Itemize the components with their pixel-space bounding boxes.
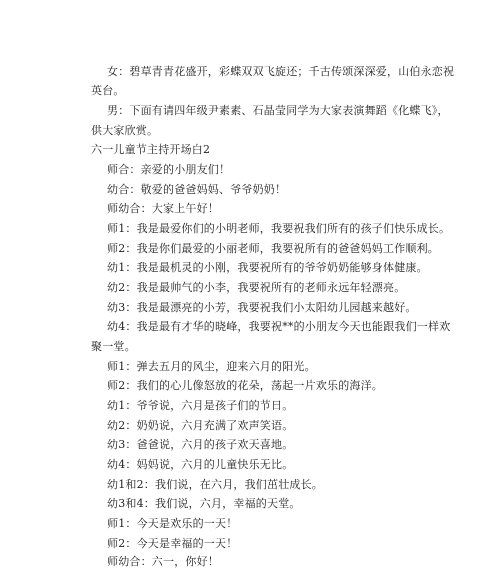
section-heading: 六一儿童节主持开场白2 xyxy=(91,143,211,156)
paragraph-line: 幼3：我是最漂亮的小芳，我要祝我们小太阳幼儿园越来越好。 xyxy=(107,301,417,314)
paragraph-line: 师1：今天是欢乐的一天！ xyxy=(107,517,238,530)
paragraph-line: 师幼合：大家上午好！ xyxy=(107,202,219,215)
paragraph-line: 幼3：爸爸说，六月的孩子欢天喜地。 xyxy=(107,438,294,451)
paragraph-line: 师1：弹去五月的风尘，迎来六月的阳光。 xyxy=(107,360,316,373)
paragraph-line: 师合：亲爱的小朋友们！ xyxy=(107,163,231,176)
paragraph-line: 英台。 xyxy=(91,84,125,97)
paragraph-line: 幼合：敬爱的爸爸妈妈、爷爷奶奶！ xyxy=(107,183,287,196)
paragraph-line: 供大家欣赏。 xyxy=(91,124,159,137)
paragraph-line: 幼2：奶奶说，六月充满了欢声笑语。 xyxy=(107,419,294,432)
paragraph-line: 师2：今天是幸福的一天！ xyxy=(107,537,238,550)
paragraph-line: 师幼合：六一，你好！ xyxy=(107,555,219,568)
paragraph-line: 幼3和4：我们说，六月，幸福的天堂。 xyxy=(107,497,301,510)
paragraph-line: 师2：我们的心儿像怒放的花朵，荡起一片欢乐的海洋。 xyxy=(107,379,383,392)
paragraph-line: 幼4：我是最有才华的晓峰，我要祝**的小朋友今天也能跟我们一样欢 xyxy=(107,320,451,333)
paragraph-line: 女：碧草青青花盛开，彩蝶双双飞旋还；千古传颂深深爱，山伯永恋祝 xyxy=(107,65,455,78)
paragraph-line: 男：下面有请四年级尹素素、石晶莹同学为大家表演舞蹈《化蝶飞》， xyxy=(107,104,449,117)
paragraph-line: 师2：我是你们最爱的小丽老师，我要祝所有的爸爸妈妈工作顺利。 xyxy=(107,242,439,255)
paragraph-line: 幼2：我是最帅气的小李，我要祝所有的老师永远年轻漂亮。 xyxy=(107,281,406,294)
paragraph-line: 幼1和2：我们说，在六月，我们茁壮成长。 xyxy=(107,478,323,491)
paragraph-line: 幼1：我是最机灵的小刚，我要祝所有的爷爷奶奶能够身体健康。 xyxy=(107,261,428,274)
paragraph-line: 师1：我是最爱你们的小明老师，我要祝我们所有的孩子们快乐成长。 xyxy=(107,222,451,235)
paragraph-line: 幼4：妈妈说，六月的儿童快乐无比。 xyxy=(107,458,294,471)
paragraph-line: 聚一堂。 xyxy=(91,340,136,353)
paragraph-line: 幼1：爷爷说，六月是孩子们的节日。 xyxy=(107,399,294,412)
